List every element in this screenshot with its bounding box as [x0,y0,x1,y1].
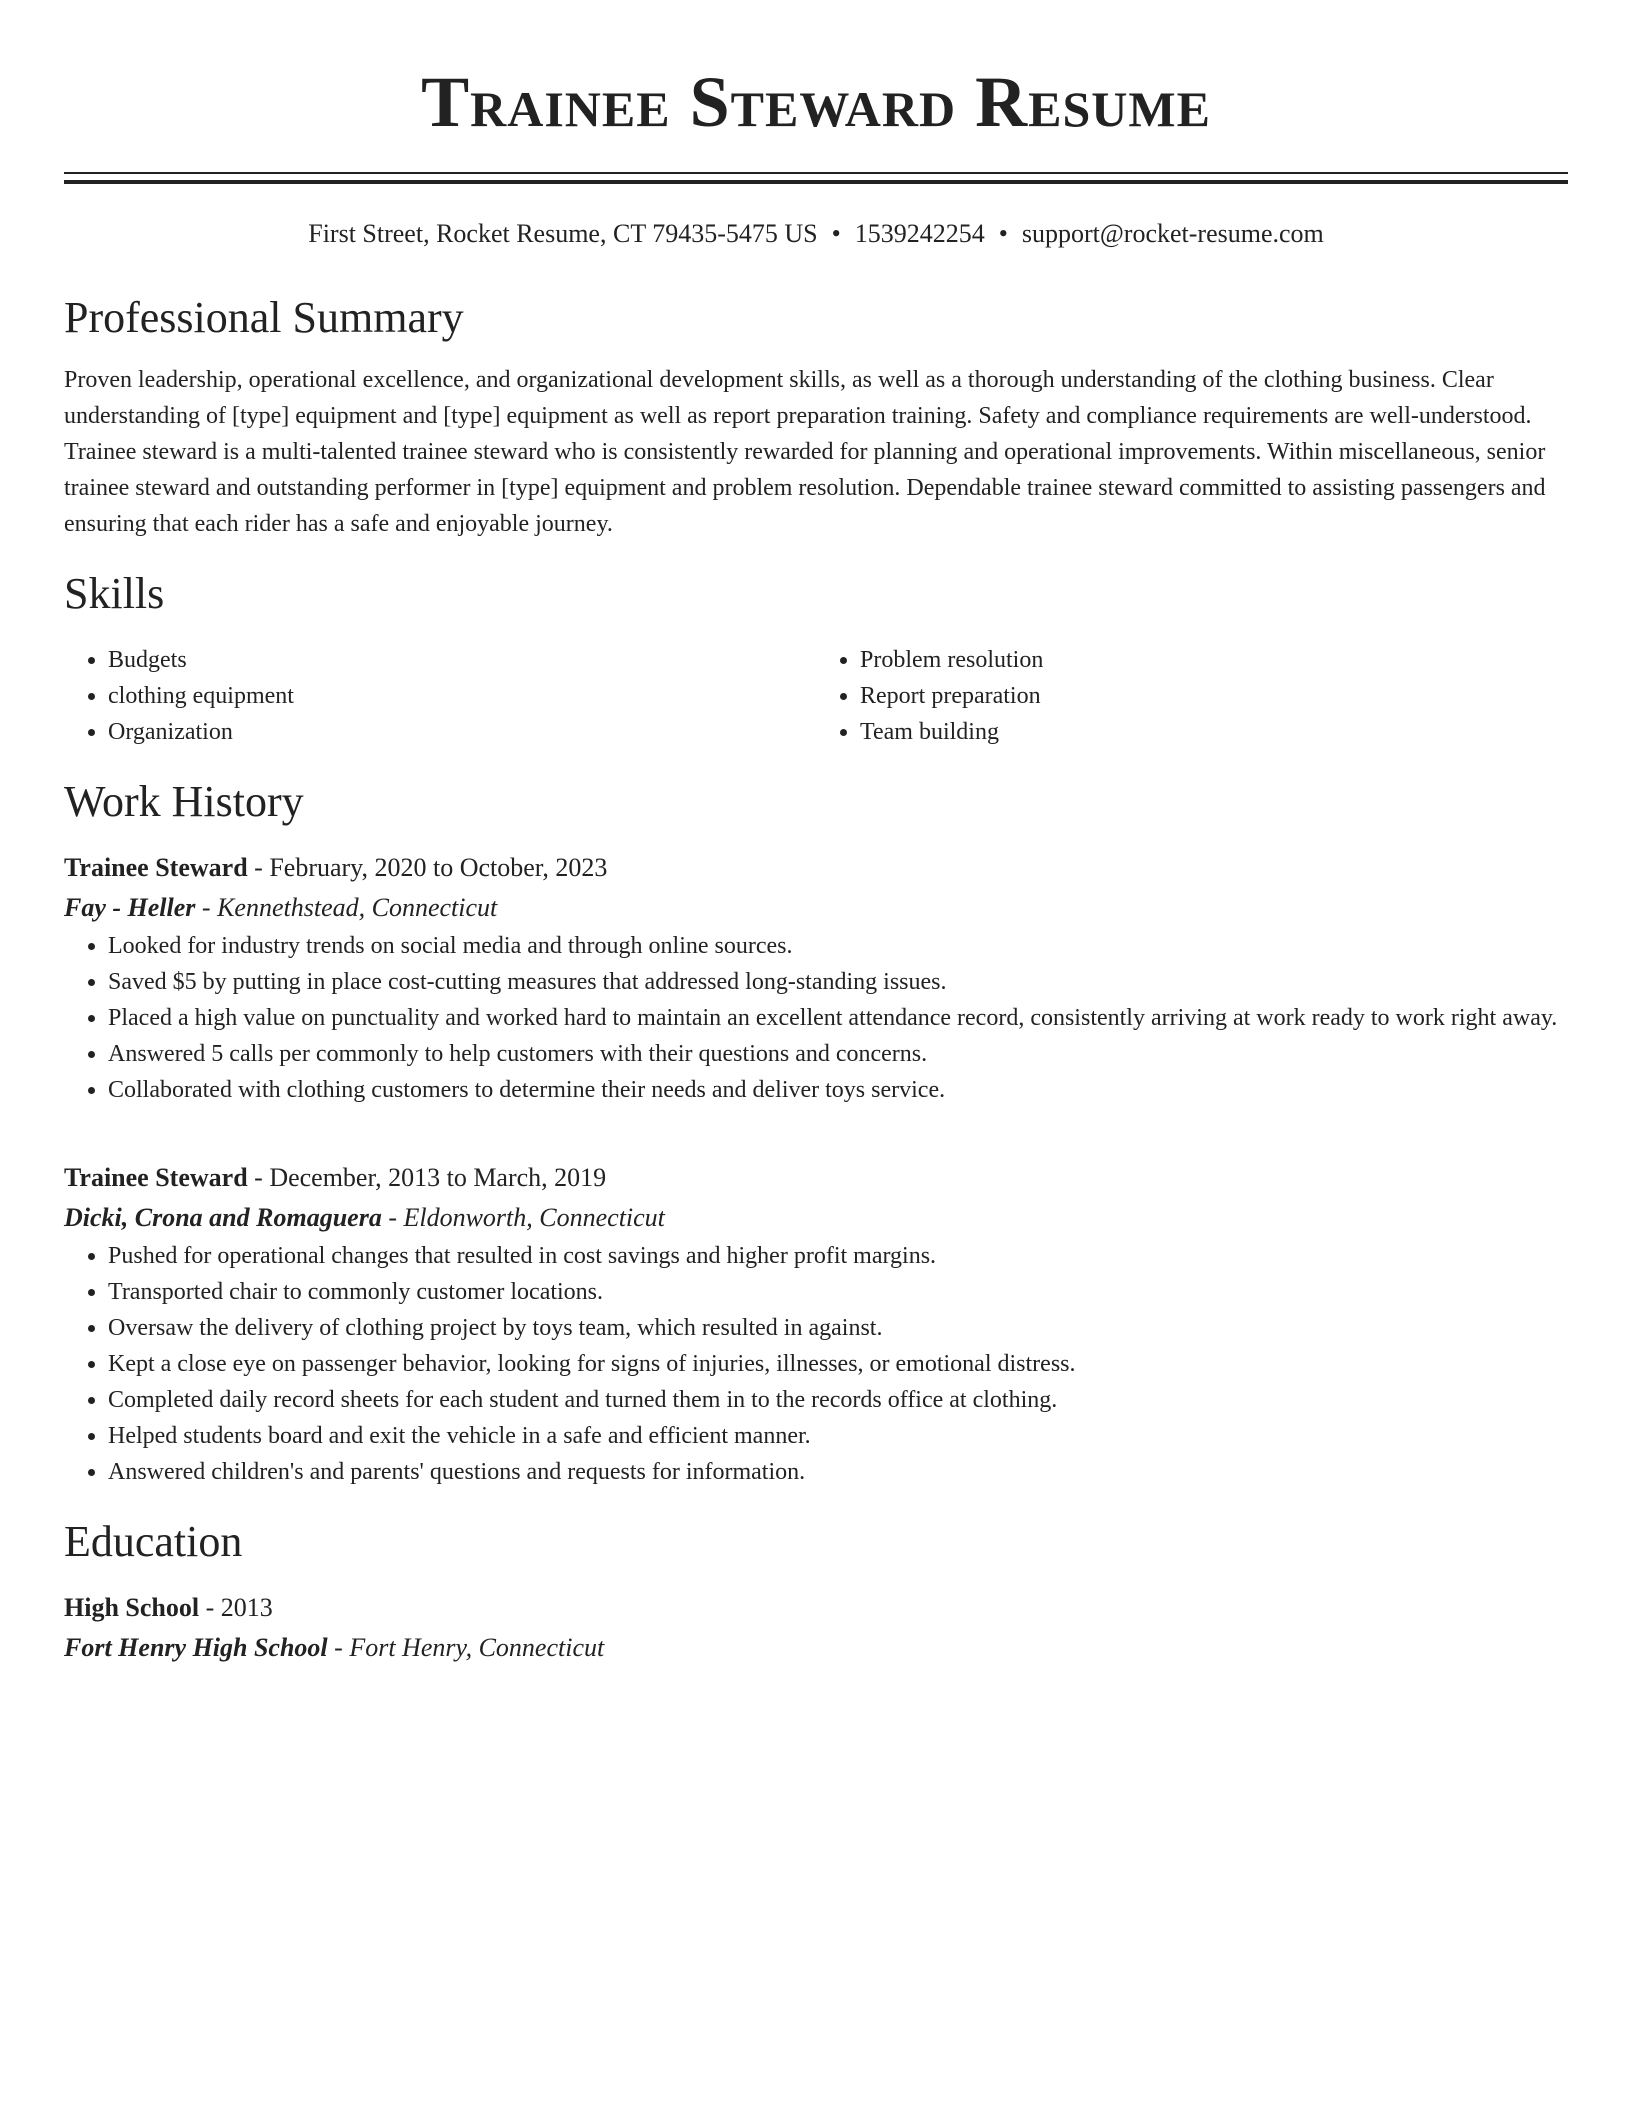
education-header [64,1588,1568,1628]
job-duty: • Placed a high value on punctuality and worked hard to maintain an excellent attendance record, consistently arriving at work ready to work right away. [108,1000,1568,1036]
title-divider [64,172,1568,184]
job-duty: • Collaborated with clothing customers to determine their needs and deliver toys service. [108,1072,1568,1108]
skill-item: • Problem resolution [860,642,1568,678]
job-duties-list [64,928,1568,1108]
job-duty: • Helped students board and exit the vehicle in a safe and efficient manner. [108,1418,1568,1454]
contact-address: First Street, Rocket Resume, CT 79435-5475 US [308,219,818,248]
job-location: - Kennethstead, Connecticut [195,893,498,922]
skills-section [64,568,1568,750]
contact-separator: • [831,219,841,248]
education-year: - 2013 [199,1593,273,1622]
education-school: Fort Henry High School [64,1633,328,1662]
skill-item: • Organization [108,714,816,750]
skill-item: • Report preparation [860,678,1568,714]
contact-separator: • [998,219,1008,248]
job-entry [64,1158,1568,1490]
job-employer [64,1198,1568,1238]
job-entry [64,848,1568,1108]
job-duty: • Pushed for operational changes that resulted in cost savings and higher profit margins. [108,1238,1568,1274]
job-duty: • Answered 5 calls per commonly to help customers with their questions and concerns. [108,1036,1568,1072]
education-heading: Education [64,1517,243,1566]
work-history-heading: Work History [64,777,304,826]
job-duty: • Looked for industry trends on social media and through online sources. [108,928,1568,964]
job-header [64,848,1568,888]
job-dates: - February, 2020 to October, 2023 [247,853,608,882]
job-duty: • Answered children's and parents' questions and requests for information. [108,1454,1568,1490]
summary-section [64,292,1568,542]
job-title: Trainee Steward [64,853,248,882]
education-degree: High School [64,1593,200,1622]
skills-heading: Skills [64,569,165,618]
job-duty: • Completed daily record sheets for each student and turned them in to the records office at clothing. [108,1382,1568,1418]
education-section [64,1516,1568,1668]
skill-item: • clothing equipment [108,678,816,714]
contact-phone: 1539242254 [854,219,985,248]
job-duty: • Transported chair to commonly customer locations. [108,1274,1568,1310]
contact-line [64,218,1568,250]
job-title: Trainee Steward [64,1163,248,1192]
summary-text: Proven leadership, operational excellence, and organizational development skills, as well as a thorough understanding of the clothing business. Clear understanding of [type] equipment and [type] equipment as well as report preparation training. Safety and compliance requirements are well-understood. Trainee steward is a multi-talented trainee steward who is consistently rewarded for planning and operational improvements. Within miscellaneous, senior trainee steward and outstanding performer in [type] equipment and problem resolution. Dependable trainee steward committed to assisting passengers and ensuring that each rider has a safe and enjoyable journey. [64,367,1546,537]
skill-item: • Budgets [108,642,816,678]
divider-thin-line [64,172,1568,174]
job-duty: • Saved $5 by putting in place cost-cutting measures that addressed long-standing issues. [108,964,1568,1000]
skill-item: • Team building [860,714,1568,750]
job-company: Dicki, Crona and Romaguera [64,1203,382,1232]
divider-thick-line [64,180,1568,184]
summary-heading: Professional Summary [64,293,464,342]
job-location: - Eldonworth, Connecticut [381,1203,665,1232]
education-institution [64,1628,1568,1668]
skills-columns [64,642,1568,750]
skills-left-list [64,642,816,750]
skills-right-list [816,642,1568,750]
job-dates: - December, 2013 to March, 2019 [247,1163,607,1192]
job-employer [64,888,1568,928]
job-duty: • Oversaw the delivery of clothing project by toys team, which resulted in against. [108,1310,1568,1346]
job-company: Fay - Heller [64,893,196,922]
job-spacer [64,1108,1568,1138]
job-header [64,1158,1568,1198]
job-duties-list [64,1238,1568,1490]
job-duty: • Kept a close eye on passenger behavior, looking for signs of injuries, illnesses, or emotional distress. [108,1346,1568,1382]
education-location: - Fort Henry, Connecticut [327,1633,605,1662]
work-history-section [64,776,1568,1490]
contact-email: support@rocket-resume.com [1021,219,1324,248]
resume-title: Trainee Steward Resume [421,62,1211,142]
